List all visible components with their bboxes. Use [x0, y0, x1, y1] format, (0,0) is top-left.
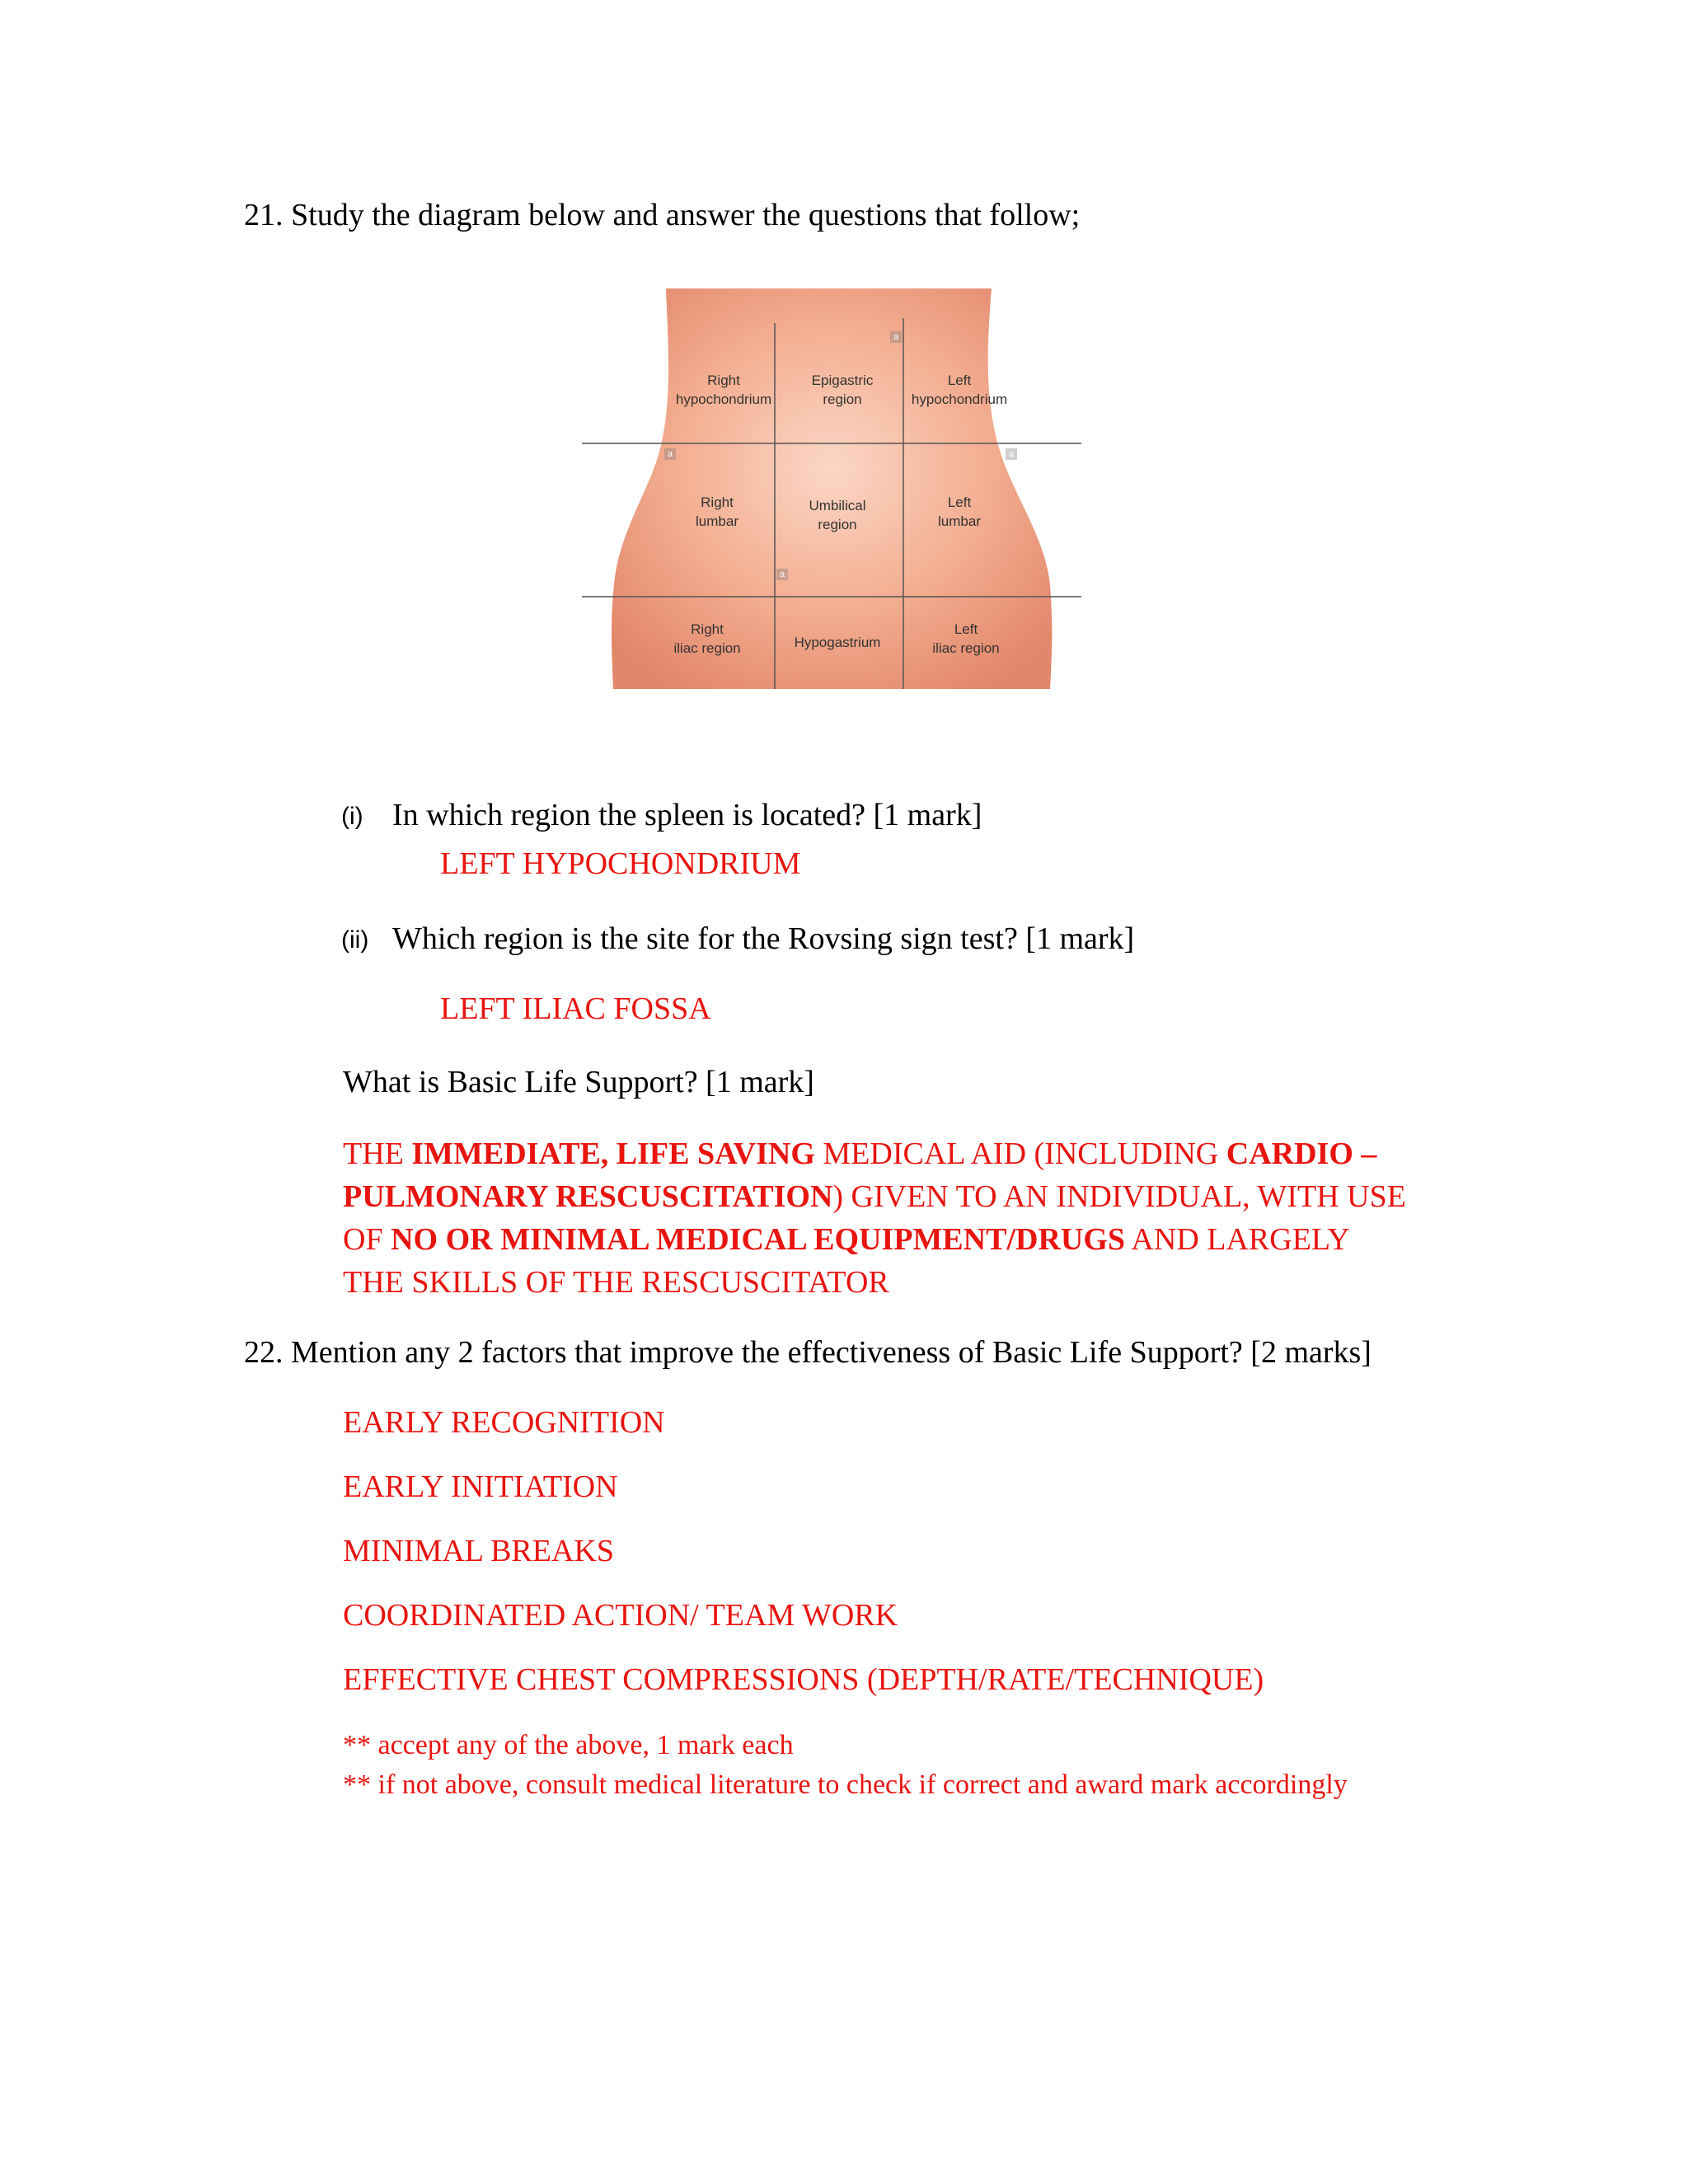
sub-question-number: (i) — [341, 803, 363, 830]
watermark-icon: a — [776, 569, 788, 580]
watermark-icon: a — [664, 448, 676, 460]
region-label-right-lumbar: Right lumbar — [696, 494, 738, 529]
region-label-left-iliac: Left iliac region — [932, 621, 1000, 656]
region-label-epigastric: Epigastric region — [811, 373, 874, 407]
bls-answer-line: PULMONARY RESCUSCITATION) GIVEN TO AN INDIVIDUAL, WITH USE — [343, 1179, 1406, 1214]
region-label-hypogastrium: Hypogastrium — [794, 635, 881, 650]
marking-note: ** accept any of the above, 1 mark each — [343, 1730, 794, 1760]
bls-answer-line: THE IMMEDIATE, LIFE SAVING MEDICAL AID (INCLUDING CARDIO – — [343, 1137, 1377, 1171]
watermark-icon: a — [1006, 448, 1017, 460]
marking-note: ** if not above, consult medical literature to check if correct and award mark accordingly — [343, 1769, 1348, 1800]
sub-question-i-text: In which region the spleen is located? [1 mark] — [392, 798, 982, 832]
answer-i: LEFT HYPOCHONDRIUM — [440, 846, 801, 881]
sub-question-number: (ii) — [341, 926, 369, 954]
bls-answer — [343, 1132, 1497, 1304]
question-21-title: 21. Study the diagram below and answer the questions that follow; — [244, 198, 1081, 232]
region-label-right-hypochondrium: Right hypochondrium — [675, 373, 772, 407]
answer-item: EARLY INITIATION — [343, 1469, 618, 1504]
region-label-right-iliac: Right iliac region — [673, 621, 741, 656]
answer-item: EFFECTIVE CHEST COMPRESSIONS (DEPTH/RATE/TECHNIQUE) — [343, 1662, 1264, 1697]
question-22-text: 22. Mention any 2 factors that improve the effectiveness of Basic Life Support? [2 marks] — [244, 1335, 1372, 1370]
answer-ii: LEFT ILIAC FOSSA — [440, 991, 711, 1026]
bls-answer-line: THE SKILLS OF THE RESCUSCITATOR — [343, 1265, 889, 1300]
bls-question: What is Basic Life Support? [1 mark] — [343, 1065, 814, 1099]
abdominal-regions-diagram — [582, 288, 1081, 689]
answer-item: COORDINATED ACTION/ TEAM WORK — [343, 1598, 898, 1633]
region-label-left-lumbar: Left lumbar — [938, 494, 981, 529]
watermark-icon: a — [890, 331, 902, 343]
region-label-left-hypochondrium: Left hypochondrium — [911, 373, 1008, 407]
answer-item: EARLY RECOGNITION — [343, 1405, 665, 1440]
sub-question-ii-text: Which region is the site for the Rovsing sign test? [1 mark] — [392, 921, 1135, 956]
answer-item: MINIMAL BREAKS — [343, 1534, 614, 1568]
region-label-umbilical: Umbilical region — [809, 498, 866, 532]
bls-answer-line: OF NO OR MINIMAL MEDICAL EQUIPMENT/DRUGS AND LARGELY — [343, 1222, 1350, 1257]
